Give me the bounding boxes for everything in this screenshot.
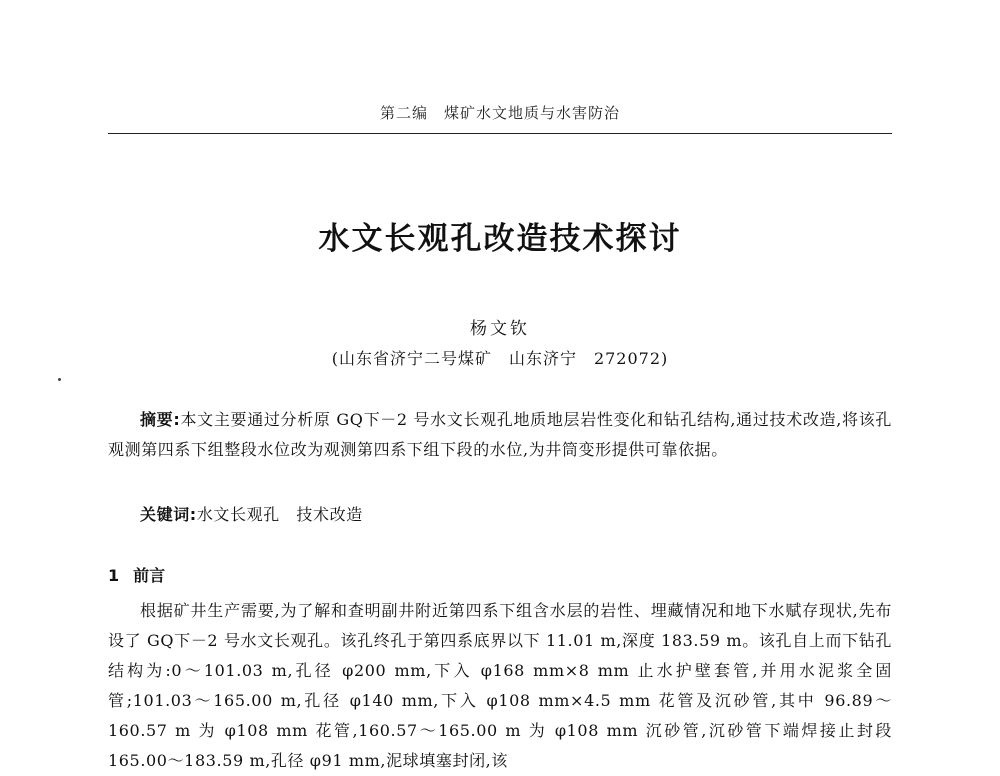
keywords-label: 关键词: — [140, 505, 197, 524]
keywords — [108, 500, 892, 530]
author-name: 杨文钦 — [470, 319, 530, 339]
running-header: 第二编 煤矿水文地质与水害防治 — [379, 104, 620, 122]
section-heading — [108, 563, 165, 586]
article-title: 水文长观孔改造技术探讨 — [318, 221, 682, 257]
abstract — [108, 405, 892, 465]
keywords-text: 水文长观孔 技术改造 — [196, 505, 363, 524]
scan-speck — [58, 378, 61, 381]
section-paragraph: 根据矿井生产需要,为了解和查明副井附近第四系下组含水层的岩性、埋藏情况和地下水赋存现状,先布设了 GQ下－2 号水文长观孔。该孔终孔于第四系底界以下 11.01 m,深度 183.59 m。该孔自上而下钻孔结构为:0～101.03 m,孔径 φ200 mm,下入 φ168 mm×8 mm 止水护壁套管,并用水泥浆全固管;101.03～165.00 m,孔径 φ140 mm,下入 φ108 mm×4.5 mm 花管及沉砂管,其中 96.89～160.57 m 为 φ108 mm 花管,160.57～165.00 m 为 φ108 mm 沉砂管,沉砂管下端焊接止封段 165.00～183.59 m,孔径 φ91 mm,泥球填塞封闭,该 — [108, 601, 892, 770]
header-rule — [108, 133, 892, 134]
abstract-text: 本文主要通过分析原 GQ下－2 号水文长观孔地质地层岩性变化和钻孔结构,通过技术改造,将该孔观测第四系下组整段水位改为观测第四系下组下段的水位,为井筒变形提供可靠依据。 — [108, 410, 892, 459]
author-affiliation: (山东省济宁二号煤矿 山东济宁 272072) — [331, 349, 669, 368]
section-title: 前言 — [133, 566, 166, 585]
abstract-label: 摘要: — [140, 410, 181, 429]
section-number: 1 — [108, 566, 120, 585]
